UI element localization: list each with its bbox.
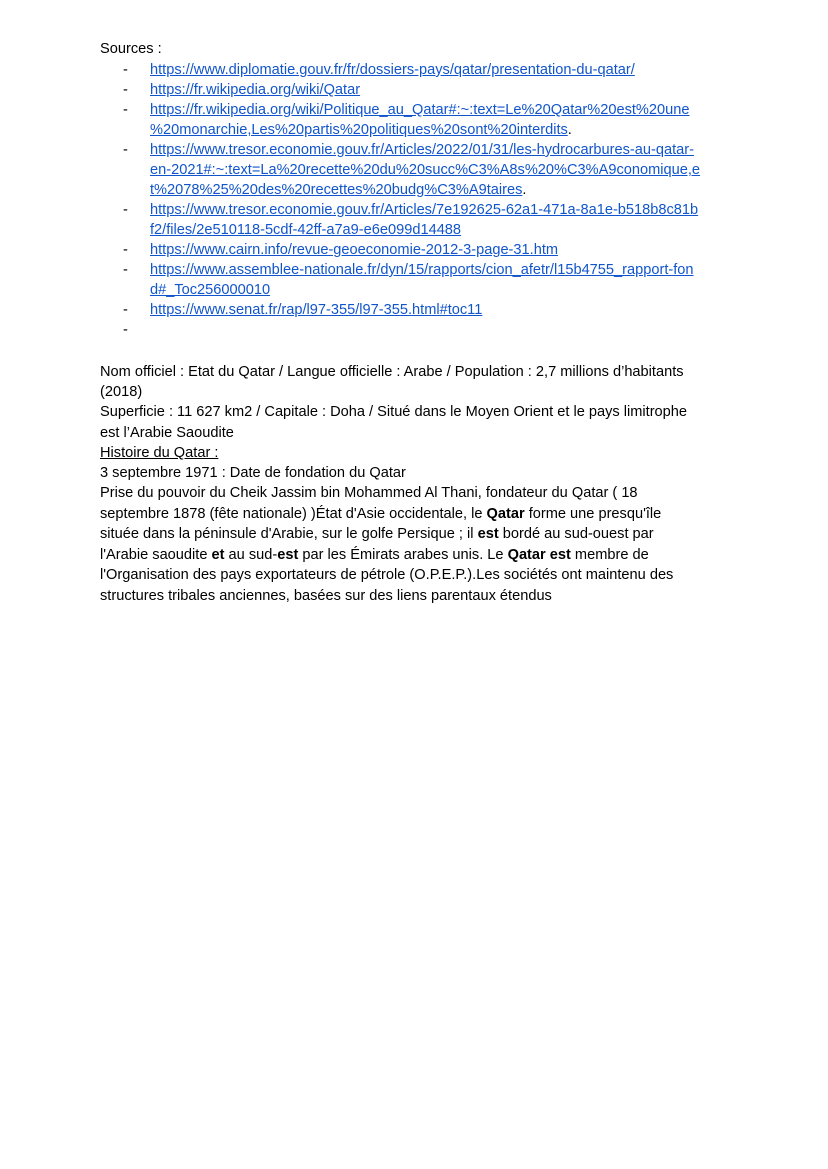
- source-link[interactable]: [150, 260, 728, 300]
- source-link-line: https://fr.wikipedia.org/wiki/Politique_au_Qatar#:~:text=Le%20Qatar%20est%20une: [150, 102, 690, 118]
- source-item: [0, 200, 828, 240]
- source-link-line: https://fr.wikipedia.org/wiki/Qatar: [150, 82, 361, 98]
- source-link-suffix: .: [567, 122, 572, 138]
- source-link-line: https://www.tresor.economie.gouv.fr/Articles/7e192625-62a1-471a-8a1e-b518b8c81b: [150, 202, 699, 218]
- source-link-line: https://www.diplomatie.gouv.fr/fr/dossiers-pays/qatar/presentation-du-qatar/: [150, 62, 635, 78]
- source-link-suffix: .: [522, 182, 527, 198]
- source-link-line: https://www.cairn.info/revue-geoeconomie-2012-3-page-31.htm: [150, 242, 559, 258]
- list-dash: -: [123, 62, 128, 78]
- source-item: [0, 240, 828, 260]
- bold-term: est: [477, 526, 499, 543]
- source-item: [0, 100, 828, 140]
- source-item: [0, 260, 828, 300]
- sources-heading: Sources :: [100, 41, 162, 57]
- source-link[interactable]: [150, 60, 728, 80]
- official-info: Nom officiel : Etat du Qatar / Langue officielle : Arabe / Population : 2,7 millions d’habitants (2018): [100, 364, 684, 401]
- source-link[interactable]: [150, 80, 728, 100]
- source-link[interactable]: [150, 100, 728, 138]
- bold-term: Qatar est: [507, 546, 571, 563]
- empty-list-item: [0, 320, 828, 340]
- list-dash: -: [123, 102, 128, 118]
- list-dash: -: [123, 242, 128, 258]
- list-dash: -: [123, 82, 128, 98]
- history-paragraph: Prise du pouvoir du Cheik Jassim bin Mohammed Al Thani, fondateur du Qatar ( 18 septembre 1878 (fête nationale) )État d'Asie occidentale, le Qatar forme une presqu'île située dans la péninsule d'Arabie, sur le golfe Persique ; il est bordé au sud-ouest par l'Arabie saoudite et au sud-est par les Émirats arabes unis. Le Qatar est membre de l'Organisation des pays exportateurs de pétrole (O.P.E.P.).Les sociétés ont maintenu des structures tribales anciennes, basées sur des liens parentaux étendus: [100, 485, 674, 604]
- list-dash: -: [123, 142, 128, 158]
- source-link-line: f2/files/2e510118-5cdf-42ff-a7a9-e6e099d14488: [150, 222, 462, 238]
- source-link[interactable]: [150, 240, 728, 260]
- bold-term: et: [211, 546, 225, 563]
- source-link-line: d#_Toc256000010: [150, 282, 271, 298]
- source-link-line: https://www.tresor.economie.gouv.fr/Articles/2022/01/31/les-hydrocarbures-au-qatar-: [150, 142, 695, 158]
- source-link-line: %20monarchie,Les%20partis%20politiques%20sont%20interdits: [150, 122, 568, 138]
- source-item: [0, 140, 828, 200]
- list-dash: -: [123, 202, 128, 218]
- source-link-line: https://www.assemblee-nationale.fr/dyn/15/rapports/cion_afetr/l15b4755_rapport-fon: [150, 262, 694, 278]
- source-item: [0, 80, 828, 100]
- list-dash: -: [123, 322, 128, 338]
- bold-term: est: [277, 546, 299, 563]
- list-dash: -: [123, 302, 128, 318]
- source-link-line: en-2021#:~:text=La%20recette%20du%20succ%C3%A8s%20%C3%A9conomique,e: [150, 162, 701, 178]
- bold-term: Qatar: [486, 505, 525, 522]
- source-link-line: t%2078%25%20des%20recettes%20budg%C3%A9taires: [150, 182, 523, 198]
- body-text: [100, 362, 740, 606]
- area-info: Superficie : 11 627 km2 / Capitale : Doha / Situé dans le Moyen Orient et le pays limitrophe est l’Arabie Saoudite: [100, 404, 688, 441]
- source-link[interactable]: [150, 300, 728, 320]
- source-list: [0, 60, 828, 340]
- source-link[interactable]: [150, 200, 728, 240]
- source-link-line: https://www.senat.fr/rap/l97-355/l97-355.html#toc11: [150, 302, 483, 318]
- history-heading: Histoire du Qatar :: [100, 444, 219, 461]
- list-dash: -: [123, 262, 128, 278]
- source-item: [0, 300, 828, 320]
- source-item: [0, 60, 828, 80]
- founding-date: 3 septembre 1971 : Date de fondation du Qatar: [100, 465, 406, 482]
- source-link[interactable]: [150, 140, 728, 198]
